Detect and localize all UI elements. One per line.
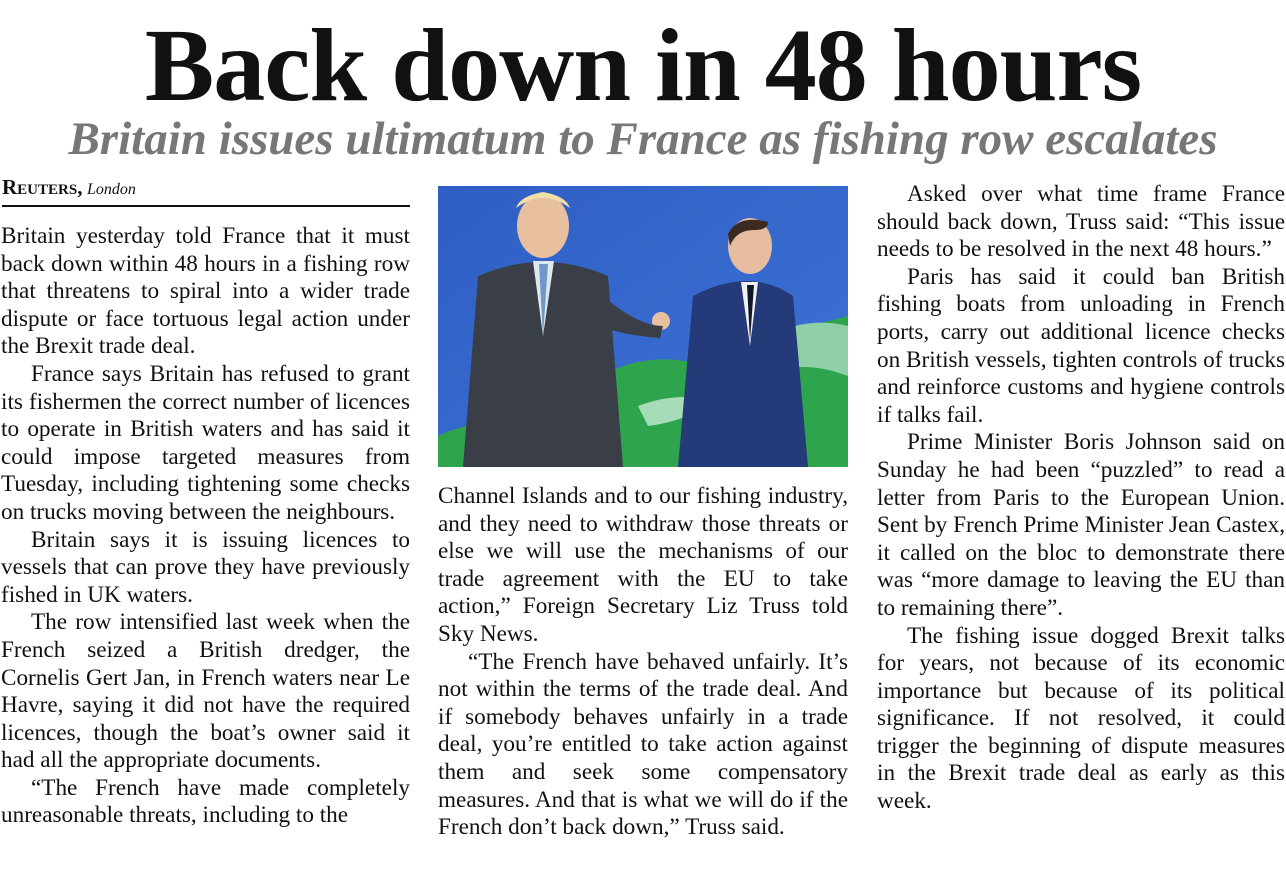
paragraph: The row intensified last week when the French seized a British dredger, the Cornelis Gert Jan, in French waters near Le Havre, saying it did not have the required licences, though the boat’s owner said it had all the appropriate documents. [1,609,410,774]
article-column-2 [438,483,848,842]
paragraph: “The French have behaved unfairly. It’s not within the terms of the trade deal. And if somebody behaves unfairly in a trade deal, you’re entitled to take action against them and seek some compensatory measures. And that is what we will do if the French don’t back down,” Truss said. [438,648,848,841]
paragraph: “The French have made completely unreasonable threats, including to the [1,774,410,829]
byline-agency: Reuters, [2,175,83,199]
article-column-3 [877,181,1285,816]
paragraph: Britain says it is issuing licences to vessels that can prove they have previously fished in UK waters. [1,526,410,608]
subheadline: Britain issues ultimatum to France as fishing row escalates [68,113,1218,165]
paragraph: Paris has said it could ban British fishing boats from unloading in French ports, carry out additional licence checks on British vessels, tighten controls of trucks and reinforce customs and hygiene controls if talks fail. [877,263,1285,428]
paragraph: Prime Minister Boris Johnson said on Sunday he had been “puzzled” to read a letter from Paris to the European Union. Sent by French Prime Minister Jean Castex, it called on the bloc to demonstrate there was “more damage to leaving the EU than to remaining there”. [877,429,1285,621]
paragraph: France says Britain has refused to grant its fishermen the correct number of licences to operate in British waters and has said it could impose targeted measures from Tuesday, including tightening some checks on trucks moving between the neighbours. [1,360,410,525]
paragraph: Asked over what time frame France should back down, Truss said: “This issue needs to be resolved in the next 48 hours.” [877,181,1285,263]
headline: Back down in 48 hours [144,8,1142,123]
paragraph: Britain yesterday told France that it must back down within 48 hours in a fishing row that threatens to spiral into a wider trade dispute or face tortuous legal action under the Brexit trade deal. [1,223,410,360]
news-photo [438,186,848,467]
byline [2,176,410,207]
paragraph: The fishing issue dogged Brexit talks for years, not because of its economic importance but because of its political significance. If not resolved, it could trigger the beginning of dispute measures in the Brexit trade deal as early as this week. [877,622,1285,815]
byline-location: London [86,181,136,198]
paragraph: Channel Islands and to our fishing industry, and they need to withdraw those threats or else we will use the mechanisms of our trade agreement with the EU to take action,” Foreign Secretary Liz Truss told Sky News. [438,483,848,647]
article-column-1 [1,223,410,830]
